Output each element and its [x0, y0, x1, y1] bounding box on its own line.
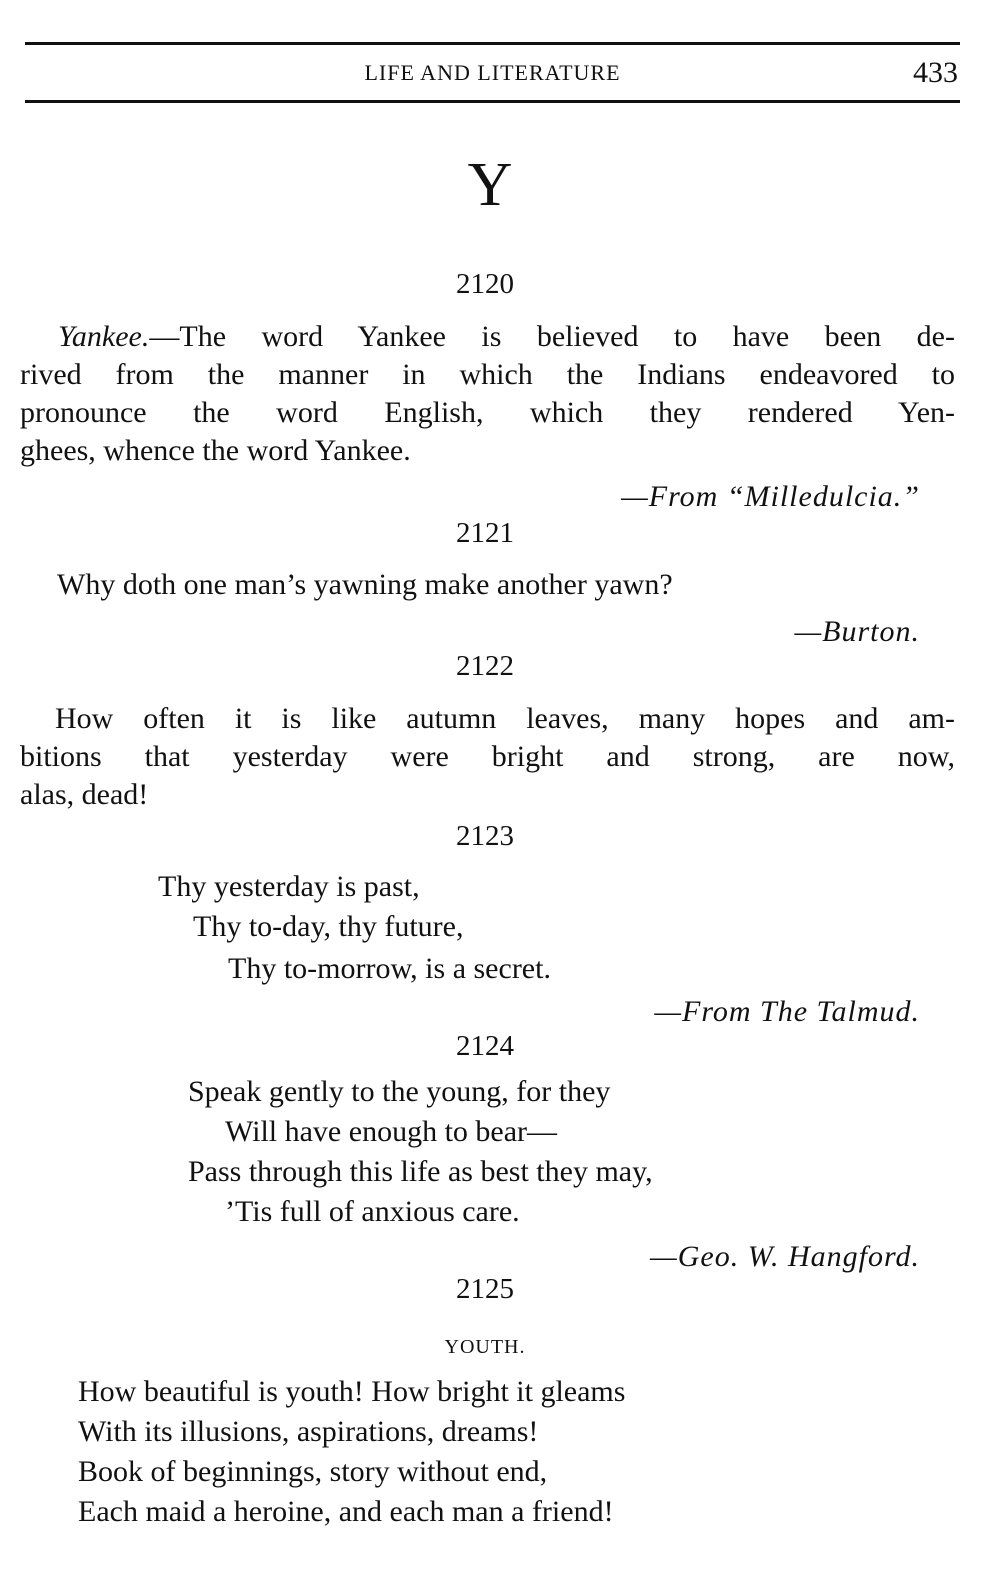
entry-2121-attribution: —Burton. — [794, 615, 920, 648]
entry-2120-line-1: —The word Yankee is believed to have been de- — [149, 320, 955, 353]
entry-number-2120: 2120 — [456, 268, 514, 300]
entry-number-2125: 2125 — [456, 1273, 514, 1305]
entry-2123-attribution: —From The Talmud. — [654, 995, 920, 1028]
entry-2124-line-1: Speak gently to the young, for they — [188, 1075, 611, 1108]
entry-2125-line-2: With its illusions, aspirations, dreams! — [78, 1415, 539, 1448]
section-letter: Y — [467, 151, 513, 219]
entry-number-2121: 2121 — [456, 517, 514, 549]
top-rule — [25, 42, 960, 45]
entry-2125-line-3: Book of beginnings, story without end, — [78, 1455, 548, 1488]
entry-2120-line-2: rived from the manner in which the Indians endeavored to — [20, 358, 955, 391]
entry-2124-line-2: Will have enough to bear— — [225, 1115, 558, 1148]
entry-2120-lead: Yankee. — [58, 320, 150, 353]
entry-2122-line-2: bitions that yesterday were bright and strong, are now, — [20, 740, 955, 773]
entry-2124-line-4: ’Tis full of anxious care. — [225, 1195, 520, 1228]
entry-number-2124: 2124 — [456, 1030, 514, 1062]
entry-2121-line: Why doth one man’s yawning make another yawn? — [57, 568, 673, 601]
entry-2125-heading: YOUTH. — [444, 1336, 526, 1358]
entry-2125-line-1: How beautiful is youth! How bright it gleams — [78, 1375, 626, 1408]
entry-2124-line-3: Pass through this life as best they may, — [188, 1155, 653, 1188]
entry-2123-line-1: Thy yesterday is past, — [158, 870, 420, 903]
entry-number-2122: 2122 — [456, 650, 514, 682]
entry-number-2123: 2123 — [456, 820, 514, 852]
entry-2124-attribution: —Geo. W. Hangford. — [650, 1240, 920, 1273]
page-header — [25, 58, 960, 92]
header-rule — [25, 100, 960, 103]
entry-2120-line-4: ghees, whence the word Yankee. — [20, 434, 411, 467]
entry-2125-line-4: Each maid a heroine, and each man a friend! — [78, 1495, 614, 1528]
entry-2120-attribution: —From “Milledulcia.” — [621, 480, 920, 513]
entry-2122-line-3: alas, dead! — [20, 778, 149, 811]
entry-2123-line-2: Thy to-day, thy future, — [193, 910, 464, 943]
running-head: LIFE AND LITERATURE — [364, 60, 621, 85]
page-number: 433 — [913, 56, 958, 89]
entry-2120-line-3: pronounce the word English, which they rendered Yen- — [20, 396, 955, 429]
entry-2122-line-1: How often it is like autumn leaves, many hopes and am- — [55, 702, 955, 735]
entry-2123-line-3: Thy to-morrow, is a secret. — [228, 952, 551, 985]
entry-2122-text — [20, 700, 955, 814]
entry-2120-text — [20, 318, 955, 470]
